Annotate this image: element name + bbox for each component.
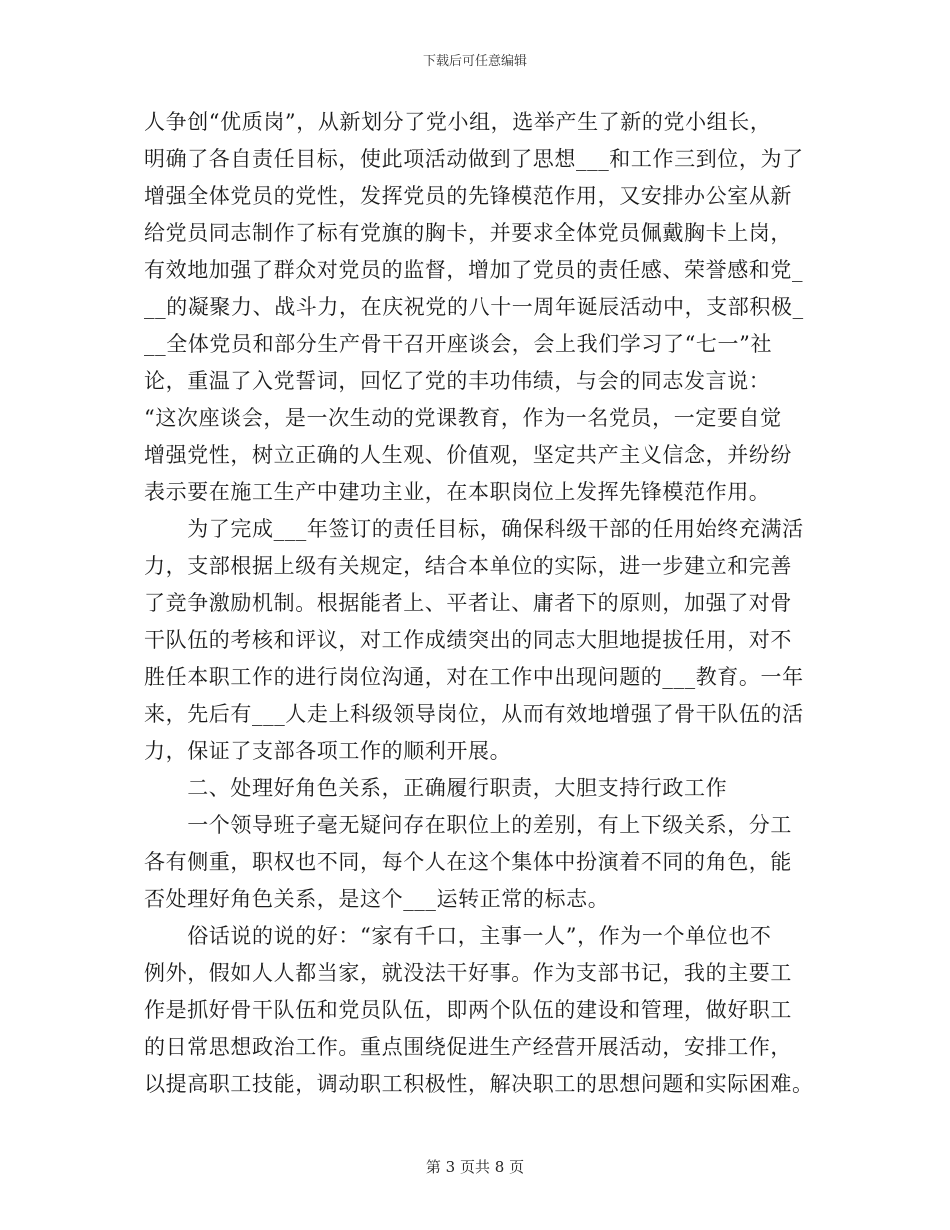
- page-number: 第 3 页共 8 页: [425, 1158, 525, 1176]
- text-line: 否处理好角色关系，是这个___运转正常的标志。: [144, 887, 610, 911]
- text-line: 给党员同志制作了标有党旗的胸卡，并要求全体党员佩戴胸卡上岗，: [144, 221, 792, 245]
- text-line: 表示要在施工生产中建功主业，在本职岗位上发挥先锋模范作用。: [144, 480, 771, 504]
- text-line: 胜任本职工作的进行岗位沟通，对在工作中出现问题的___教育。一年: [144, 665, 804, 689]
- text-line: 论，重温了入党誓词，回忆了党的丰功伟绩，与会的同志发言说：: [144, 369, 771, 393]
- page-header: 下载后可任意编辑: [422, 54, 527, 69]
- text-line: 俗话说的说的好：“家有千口，主事一人”，作为一个单位也不: [144, 924, 772, 948]
- text-line: 一个领导班子毫无疑问存在职位上的差别，有上下级关系，分工: [144, 813, 792, 837]
- text-line: 明确了各自责任目标，使此项活动做到了思想___和工作三到位，为了: [144, 147, 804, 171]
- text-line: __的凝聚力、战斗力，在庆祝党的八十一周年诞辰活动中，支部积极_: [144, 295, 804, 319]
- text-line: 增强党性，树立正确的人生观、价值观，坚定共产主义信念，并纷纷: [144, 443, 792, 467]
- text-line: 作是抓好骨干队伍和党员队伍，即两个队伍的建设和管理，做好职工: [144, 998, 792, 1022]
- text-line: 来，先后有___人走上科级领导岗位，从而有效地增强了骨干队伍的活: [144, 702, 804, 726]
- text-line: 各有侧重，职权也不同，每个人在这个集体中扮演着不同的角色，能: [144, 850, 792, 874]
- section-heading: 二、处理好角色关系，正确履行职责，大胆支持行政工作: [144, 776, 728, 800]
- text-line: “这次座谈会，是一次生动的党课教育，作为一名党员，一定要自觉: [144, 406, 782, 430]
- text-line: 例外，假如人人都当家，就没法干好事。作为支部书记，我的主要工: [144, 961, 792, 985]
- text-line: 以提高职工技能，调动职工积极性，解决职工的思想问题和实际困难。: [144, 1072, 814, 1096]
- text-line: 干队伍的考核和评议，对工作成绩突出的同志大胆地提拔任用，对不: [144, 628, 792, 652]
- text-line: 力，保证了支部各项工作的顺利开展。: [144, 739, 512, 763]
- text-line: 为了完成___年签订的责任目标，确保科级干部的任用始终充满活: [144, 517, 804, 541]
- text-line: __全体党员和部分生产骨干召开座谈会，会上我们学习了“七一”社: [144, 332, 773, 356]
- text-line: 有效地加强了群众对党员的监督，增加了党员的责任感、荣誉感和党_: [144, 258, 804, 282]
- document-body: [144, 104, 814, 1103]
- text-line: 增强全体党员的党性，发挥党员的先锋模范作用，又安排办公室从新: [144, 184, 792, 208]
- text-line: 人争创“优质岗”，从新划分了党小组，选举产生了新的党小组长，: [144, 110, 772, 134]
- text-line: 力，支部根据上级有关规定，结合本单位的实际，进一步建立和完善: [144, 554, 792, 578]
- text-line: 了竞争激励机制。根据能者上、平者让、庸者下的原则，加强了对骨: [144, 591, 792, 615]
- text-line: 的日常思想政治工作。重点围绕促进生产经营开展活动，安排工作，: [144, 1035, 792, 1059]
